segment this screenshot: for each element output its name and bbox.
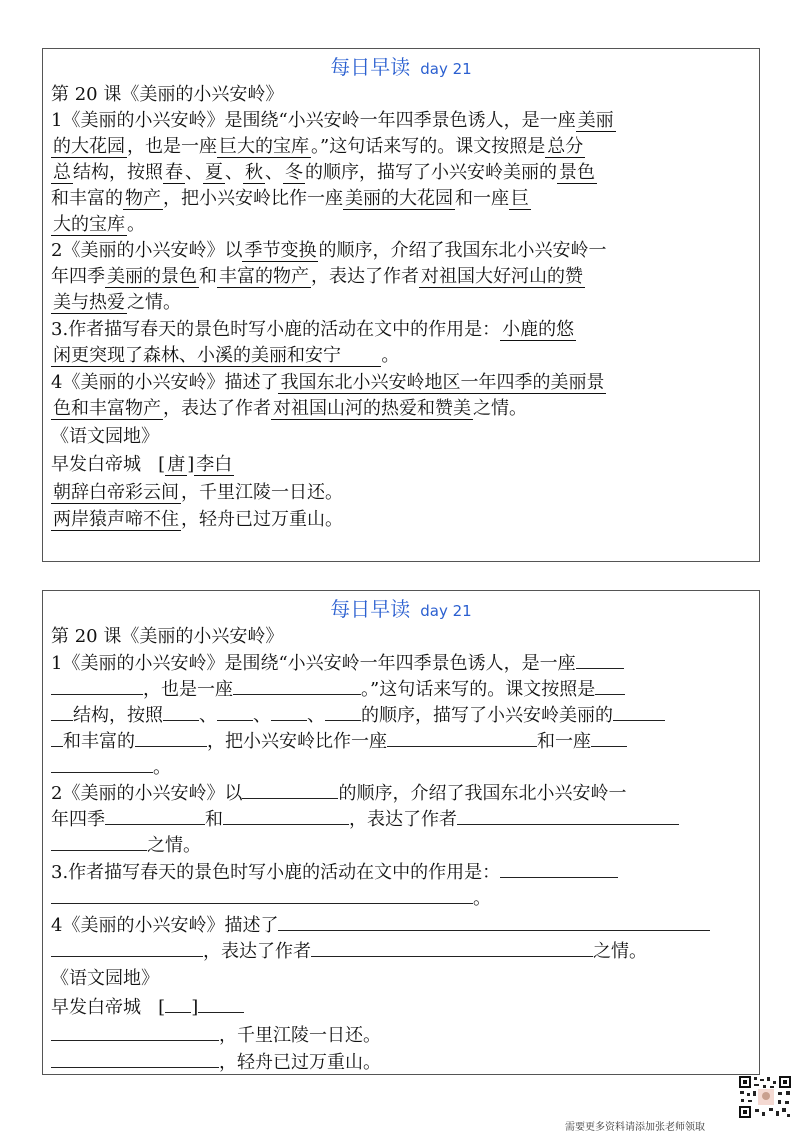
blank-field[interactable] bbox=[51, 832, 147, 851]
b-q1-line-1: 1《美丽的小兴安岭》是围绕“小兴安岭一年四季景色诱人，是一座 bbox=[51, 650, 624, 677]
b-poem-line-1: ，千里江陵一日还。 bbox=[51, 1022, 381, 1049]
blank-field[interactable] bbox=[457, 806, 679, 825]
blank-field[interactable] bbox=[51, 1049, 219, 1068]
blank-field[interactable] bbox=[51, 754, 153, 773]
blank-field[interactable] bbox=[576, 650, 624, 669]
q3-line-2: 闲更突现了森林、小溪的美丽和安宁 。 bbox=[53, 345, 400, 366]
b-q1-line-2: ，也是一座 。”这句话来写的。课文按照是 bbox=[51, 676, 625, 703]
footer-note: 需要更多资料请添加张老师领取 bbox=[565, 1122, 705, 1133]
b-q2-line-3: 之情。 bbox=[51, 832, 201, 859]
b-q4-line-1: 4《美丽的小兴安岭》描述了 bbox=[51, 912, 710, 939]
blank-card bbox=[42, 590, 760, 1075]
q1-line-3: 总 结构，按照 春 、 夏 、 秋 、 冬 的顺序，描写了小兴安岭美丽的 景色 bbox=[53, 162, 595, 183]
poem-line-2: 两岸猿声啼不住 ，轻舟已过万重山。 bbox=[53, 509, 343, 530]
q1-line-1: 1《美丽的小兴安岭》是围绕“小兴安岭一年四季景色诱人，是一座 美丽 bbox=[51, 110, 614, 131]
blank-field[interactable] bbox=[223, 806, 349, 825]
card-title: 每日早读 day 21 bbox=[330, 55, 472, 79]
poem-title-line: 早发白帝城 [ 唐 ] 李白 bbox=[51, 454, 233, 475]
blank-field[interactable] bbox=[591, 728, 627, 747]
lesson-heading: 第 20 课《美丽的小兴安岭》 bbox=[51, 84, 284, 105]
poem-line-1: 朝辞白帝彩云间 ，千里江陵一日还。 bbox=[53, 482, 343, 503]
garden-heading: 《语文园地》 bbox=[51, 426, 159, 447]
blank-field[interactable] bbox=[271, 702, 307, 721]
q2-line-3: 美与热爱 之情。 bbox=[53, 292, 181, 313]
blank-field[interactable] bbox=[165, 994, 191, 1013]
b-q3-line-2: 。 bbox=[51, 885, 491, 912]
b-poem-line-2: ，轻舟已过万重山。 bbox=[51, 1049, 381, 1076]
lesson-heading-2: 第 20 课《美丽的小兴安岭》 bbox=[51, 626, 284, 647]
b-q1-line-5: 。 bbox=[51, 754, 171, 781]
q4-line-2: 色和丰富物产 ，表达了作者 对祖国山河的热爱和赞美 之情。 bbox=[53, 398, 527, 419]
b-q2-line-2: 年四季 和 ，表达了作者 bbox=[51, 806, 679, 833]
q1-line-5: 大的宝库 。 bbox=[53, 214, 145, 235]
blank-field[interactable] bbox=[51, 1022, 219, 1041]
blank-field[interactable] bbox=[242, 780, 338, 799]
q2-line-2: 年四季 美丽的景色 和 丰富的物产 ，表达了作者 对祖国大好河山的赞 bbox=[51, 266, 583, 287]
b-garden-heading: 《语文园地》 bbox=[51, 968, 159, 989]
q3-line-1: 3.作者描写春天的景色时写小鹿的活动在文中的作用是： 小鹿的悠 bbox=[51, 319, 575, 340]
blank-field[interactable] bbox=[325, 702, 361, 721]
blank-field[interactable] bbox=[595, 676, 625, 695]
q2-line-1: 2《美丽的小兴安岭》以 季节变换 的顺序，介绍了我国东北小兴安岭一 bbox=[51, 240, 607, 261]
blank-field[interactable] bbox=[500, 859, 618, 878]
answer-card bbox=[42, 48, 760, 562]
blank-field[interactable] bbox=[233, 676, 361, 695]
b-q1-line-3: 结构，按照 、 、 、 的顺序，描写了小兴安岭美丽的 bbox=[51, 702, 665, 729]
blank-field[interactable] bbox=[51, 676, 143, 695]
q1-line-2: 的大花园 ，也是一座 巨大的宝库 。”这句话来写的。课文按照是 总分 bbox=[53, 136, 584, 157]
blank-field[interactable] bbox=[613, 702, 665, 721]
blank-field[interactable] bbox=[198, 994, 244, 1013]
b-poem-title-line: 早发白帝城 [ ] bbox=[51, 994, 244, 1021]
blank-field[interactable] bbox=[51, 702, 73, 721]
blank-field[interactable] bbox=[217, 702, 253, 721]
blank-field[interactable] bbox=[278, 912, 710, 931]
blank-field[interactable] bbox=[51, 728, 63, 747]
card-title-2: 每日早读 day 21 bbox=[330, 597, 472, 621]
blank-field[interactable] bbox=[51, 885, 473, 904]
blank-field[interactable] bbox=[387, 728, 537, 747]
b-q4-line-2: ，表达了作者 之情。 bbox=[51, 938, 647, 965]
b-q1-line-4: 和丰富的 ，把小兴安岭比作一座 和一座 bbox=[51, 728, 627, 755]
qr-code-icon bbox=[738, 1075, 792, 1119]
b-q2-line-1: 2《美丽的小兴安岭》以 的顺序，介绍了我国东北小兴安岭一 bbox=[51, 780, 626, 807]
blank-field[interactable] bbox=[51, 938, 203, 957]
blank-field[interactable] bbox=[311, 938, 593, 957]
blank-field[interactable] bbox=[135, 728, 207, 747]
q1-line-4: 和丰富的 物产 ，把小兴安岭比作一座 美丽的大花园 和一座 巨 bbox=[51, 188, 529, 209]
q4-line-1: 4《美丽的小兴安岭》描述了 我国东北小兴安岭地区一年四季的美丽景 bbox=[51, 372, 605, 393]
b-q3-line-1: 3.作者描写春天的景色时写小鹿的活动在文中的作用是： bbox=[51, 859, 618, 886]
blank-field[interactable] bbox=[105, 806, 205, 825]
blank-field[interactable] bbox=[163, 702, 199, 721]
